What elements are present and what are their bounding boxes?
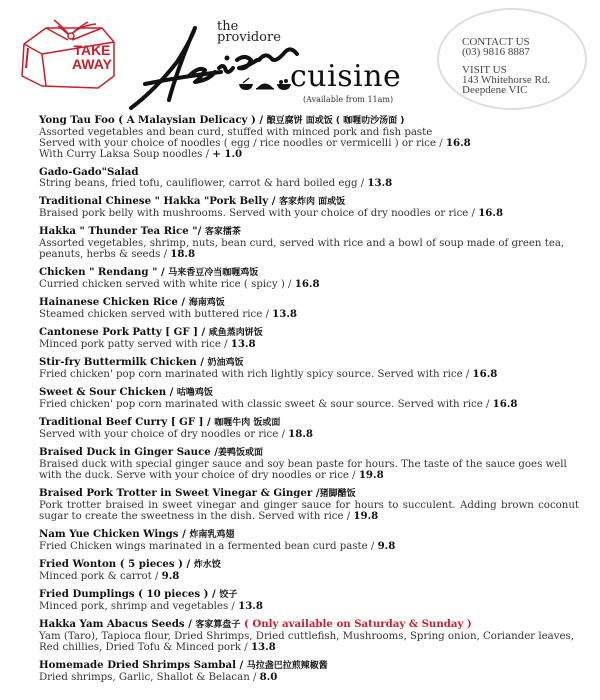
menu-item-fried-wonton [39, 558, 579, 582]
menu-item-buttermilk-chicken [39, 356, 579, 380]
item-description-text: Braised duck with special ginger sauce and soy bean paste for hours. The taste of the sauce goes well with the duck. Serve with your choice of dry noodles or rice / [39, 459, 567, 481]
item-extra-text: With Curry Laksa Soup noodles / [39, 149, 213, 160]
item-chinese-name: 咕噜鸡饭 [176, 388, 213, 398]
menu-item-nam-yue-wings [39, 528, 579, 552]
item-name: Gado-Gado"Salad [39, 166, 139, 178]
item-title [39, 296, 579, 309]
logo-providore: providore [217, 30, 281, 45]
item-name: Sweet & Sour Chicken / [39, 386, 177, 398]
item-description [39, 138, 579, 149]
item-price: 9.8 [161, 570, 180, 582]
item-title [39, 588, 579, 601]
menu-item-hakka-pork-belly [39, 195, 579, 219]
item-chinese-name: 客家算盘子 [195, 620, 241, 630]
item-name: Cantonese Pork Patty [ GF ] / [39, 326, 209, 338]
item-chinese-name: 猪脚醋饭 [319, 489, 356, 499]
item-title [39, 326, 579, 339]
item-description [39, 208, 579, 219]
item-description-text: Fried chicken' pop corn marinated with rich lightly spicy source. Served with rice / [39, 369, 473, 380]
address-line2: Deepdene VIC [462, 84, 528, 96]
item-description-text: Curried chicken served with white rice ( spicy ) / [39, 279, 295, 290]
item-chinese-name: 酿豆腐饼 面或饭 ( 咖喱叻沙汤面 ) [266, 116, 405, 126]
item-price: 13.8 [367, 177, 393, 189]
item-name: Fried Dumplings ( 10 pieces ) / [39, 588, 220, 600]
item-title [39, 225, 579, 238]
item-description [39, 339, 579, 350]
item-chinese-name: 咖喱牛肉 饭或面 [214, 418, 281, 428]
takeaway-line2: AWAY [72, 56, 112, 72]
item-title [39, 356, 579, 369]
item-price: 18.8 [170, 248, 196, 260]
contact-circle [437, 8, 587, 110]
item-chinese-name: 咸鱼蒸肉饼饭 [208, 328, 263, 338]
menu-item-shrimp-sambal [39, 659, 579, 683]
item-title [39, 166, 579, 178]
item-description [39, 309, 579, 320]
item-description [39, 369, 579, 380]
address-line1: 143 Whitehorse Rd. [462, 74, 551, 86]
item-description-text: Dried shrimps, Garlic, Shallot & Belacan / [39, 672, 260, 683]
item-title [39, 487, 579, 500]
item-name: Chicken " Rendang " / [39, 266, 169, 278]
menu-item-sweet-sour-chicken [39, 386, 579, 410]
item-description [39, 500, 579, 522]
item-description [39, 459, 579, 481]
item-description-text: Fried chicken' pop corn marinated with classic sweet & sour source. Served with rice / [39, 399, 493, 410]
item-description [39, 238, 579, 260]
item-name: Braised Pork Trotter in Sweet Vinegar & Ginger / [39, 487, 320, 499]
menu-header [0, 0, 600, 110]
item-description-text: Minced pork, shrimp and vegetables / [39, 601, 239, 612]
item-price: 16.8 [472, 368, 498, 380]
menu-item-thunder-tea-rice [39, 225, 579, 260]
item-description-text: Served with your choice of dry noodles or rice / [39, 429, 289, 440]
logo-the: the [217, 19, 239, 34]
item-title [39, 446, 579, 459]
item-description: Assorted vegetables and bean curd, stuffed with minced pork and fish paste [39, 127, 433, 138]
item-description-text: Pork trotter braised in sweet vinegar and ginger sauce for hours to succulent. Adding brown coconut sugar to create the sweetness in the dish. Served with rice / [39, 500, 579, 522]
takeaway-line1: TAKE [73, 42, 111, 58]
item-price: 16.8 [445, 137, 471, 149]
item-chinese-name: 客家炸肉 面或饭 [279, 197, 346, 207]
item-description-text: Fried Chicken wings marinated in a fermented bean curd paste / [39, 541, 378, 552]
menu-item-beef-curry [39, 416, 579, 440]
item-price: 18.8 [288, 428, 313, 440]
logo-cuisine: cuisine [290, 59, 402, 94]
takeaway-badge [16, 18, 120, 90]
item-chinese-name: 海南鸡饭 [188, 298, 225, 308]
item-description [39, 541, 579, 552]
item-chinese-name: 奶油鸡饭 [207, 358, 244, 368]
item-description [39, 672, 579, 683]
item-description [39, 279, 579, 290]
item-description [39, 178, 579, 189]
item-chinese-name: 客家擂茶 [204, 227, 241, 237]
menu-item-cantonese-pork-patty [39, 326, 579, 350]
item-description-text: Steamed chicken served with buttered rice / [39, 309, 273, 320]
item-name: Traditional Beef Curry [ GF ] / [39, 416, 215, 428]
item-description-text: Yam (Taro), Tapioca flour, Dried Shrimps, Dried cuttlefish, Mushrooms, Spring onion, Coriander leaves, Red chillies, Dried Tofu & Minced pork / [39, 631, 574, 653]
item-description-text: Assorted vegetables, shrimp, nuts, bean curd, served with rice and a bowl of soup made of green tea, peanuts, herbs & seeds / [39, 238, 565, 260]
item-price: 19.8 [353, 510, 379, 522]
item-price: 16.8 [492, 398, 518, 410]
item-name: Hakka " Thunder Tea Rice "/ [39, 225, 205, 237]
item-description [39, 631, 579, 653]
item-description-text: Minced pork patty served with rice / [39, 339, 231, 350]
item-chinese-name: 马拉盏巴拉煎辣椒酱 [246, 661, 328, 671]
item-name: Stir-fry Buttermilk Chicken / [39, 356, 208, 368]
contact-heading: CONTACT US [462, 36, 530, 48]
food-bowls-icon [237, 77, 293, 91]
item-name: Braised Duck in Ginger Sauce / [39, 446, 219, 458]
item-chinese-name: 姜鸭饭或面 [218, 448, 264, 458]
menu-list [39, 114, 579, 689]
availability-note: (Available from 11am) [303, 95, 394, 104]
item-description-text: Minced pork & carrot / [39, 571, 162, 582]
menu-item-chicken-rendang [39, 266, 579, 290]
item-title [39, 558, 579, 571]
item-name: Fried Wonton ( 5 pieces ) / [39, 558, 194, 570]
item-price: 13.8 [230, 338, 256, 350]
item-price: 19.8 [358, 469, 384, 481]
item-name: Yong Tau Foo ( A Malaysian Delicacy ) / [39, 114, 267, 126]
item-name: Nam Yue Chicken Wings / [39, 528, 190, 540]
item-price: 16.8 [478, 207, 504, 219]
item-chinese-name: 饺子 [219, 590, 238, 600]
item-name: Traditional Chinese " Hakka "Pork Belly / [39, 195, 280, 207]
contact-phone: (03) 9816 8887 [462, 46, 530, 58]
item-chinese-name: 炸南乳鸡翅 [189, 530, 235, 540]
menu-item-hainanese-chicken-rice [39, 296, 579, 320]
item-price: 8.0 [259, 671, 278, 683]
item-price: 9.8 [377, 540, 396, 552]
item-title [39, 528, 579, 541]
item-price: 13.8 [272, 308, 297, 320]
menu-item-yam-abacus-seeds [39, 618, 579, 653]
item-description [39, 429, 579, 440]
item-name: Homemade Dried Shrimps Sambal / [39, 659, 247, 671]
item-price: 13.8 [238, 600, 263, 612]
menu-item-pork-trotter [39, 487, 579, 522]
menu-item-yong-tau-foo [39, 114, 579, 160]
contact-info [462, 37, 550, 95]
item-description [39, 601, 579, 612]
menu-item-gado-gado [39, 166, 579, 189]
item-chinese-name: 炸水饺 [193, 560, 221, 570]
item-description [39, 399, 579, 410]
takeaway-label [63, 43, 121, 71]
item-description-text: String beans, fried tofu, cauliflower, carrot & hard boiled egg / [39, 178, 368, 189]
item-description-text: Served with your choice of noodles ( egg / rice noodles or vermicelli ) or rice / [39, 138, 446, 149]
item-title [39, 659, 579, 672]
item-chinese-name: 马来香豆冷当咖喱鸡饭 [168, 268, 259, 278]
item-name: Hainanese Chicken Rice / [39, 296, 189, 308]
item-extra-price: + 1.0 [212, 148, 243, 160]
menu-item-braised-duck [39, 446, 579, 481]
item-description-text: Braised pork belly with mushrooms. Served with your choice of dry noodles or rice / [39, 208, 479, 219]
item-title [39, 114, 579, 127]
menu-item-fried-dumplings [39, 588, 579, 612]
visit-heading: VISIT US [462, 64, 507, 76]
item-name: Hakka Yam Abacus Seeds / [39, 618, 196, 630]
item-description [39, 571, 579, 582]
item-extra [39, 149, 579, 160]
item-title [39, 618, 579, 631]
item-price: 13.8 [250, 641, 276, 653]
restaurant-logo [125, 14, 425, 104]
weekend-only-note: ( Only available on Saturday & Sunday ) [240, 618, 472, 630]
item-price: 16.8 [294, 278, 320, 290]
